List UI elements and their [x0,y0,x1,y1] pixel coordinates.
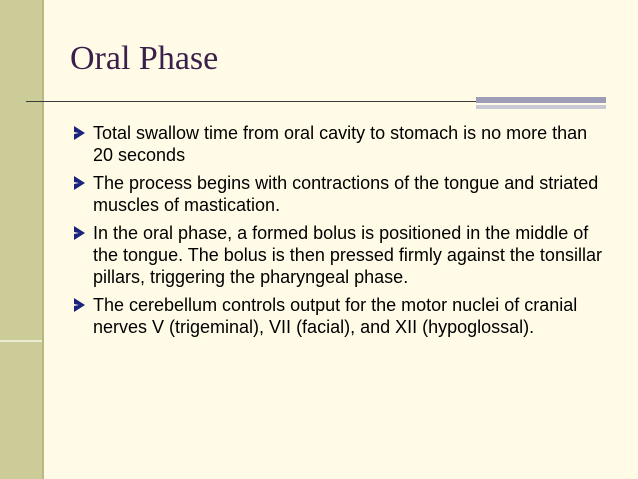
bullet-item [74,172,604,216]
bullet-text: The process begins with contractions of the tongue and striated muscles of mastication. [93,173,599,215]
arrow-bullet-icon [74,176,85,190]
slide-title: Oral Phase [70,40,219,77]
bullet-text: Total swallow time from oral cavity to stomach is no more than 20 seconds [93,123,588,165]
arrow-bullet-icon [74,126,85,140]
arrow-bullet-icon [74,298,85,312]
bullet-text: In the oral phase, a formed bolus is positioned in the middle of the tongue. The bolus is then pressed firmly against the tonsillar pillars, triggering the pharyngeal phase. [93,223,602,287]
slide-sidebar [0,0,42,479]
slide-sidebar-edge [42,0,44,479]
bullet-list [74,122,604,344]
bullet-item [74,222,604,288]
sidebar-divider [0,340,42,342]
bullet-item [74,122,604,166]
title-accent-bar-shadow [476,105,606,109]
bullet-item [74,294,604,338]
arrow-bullet-icon [74,226,85,240]
bullet-text: The cerebellum controls output for the motor nuclei of cranial nerves V (trigeminal), VII (facial), and XII (hypoglossal). [93,295,578,337]
title-accent-bar [476,97,606,103]
